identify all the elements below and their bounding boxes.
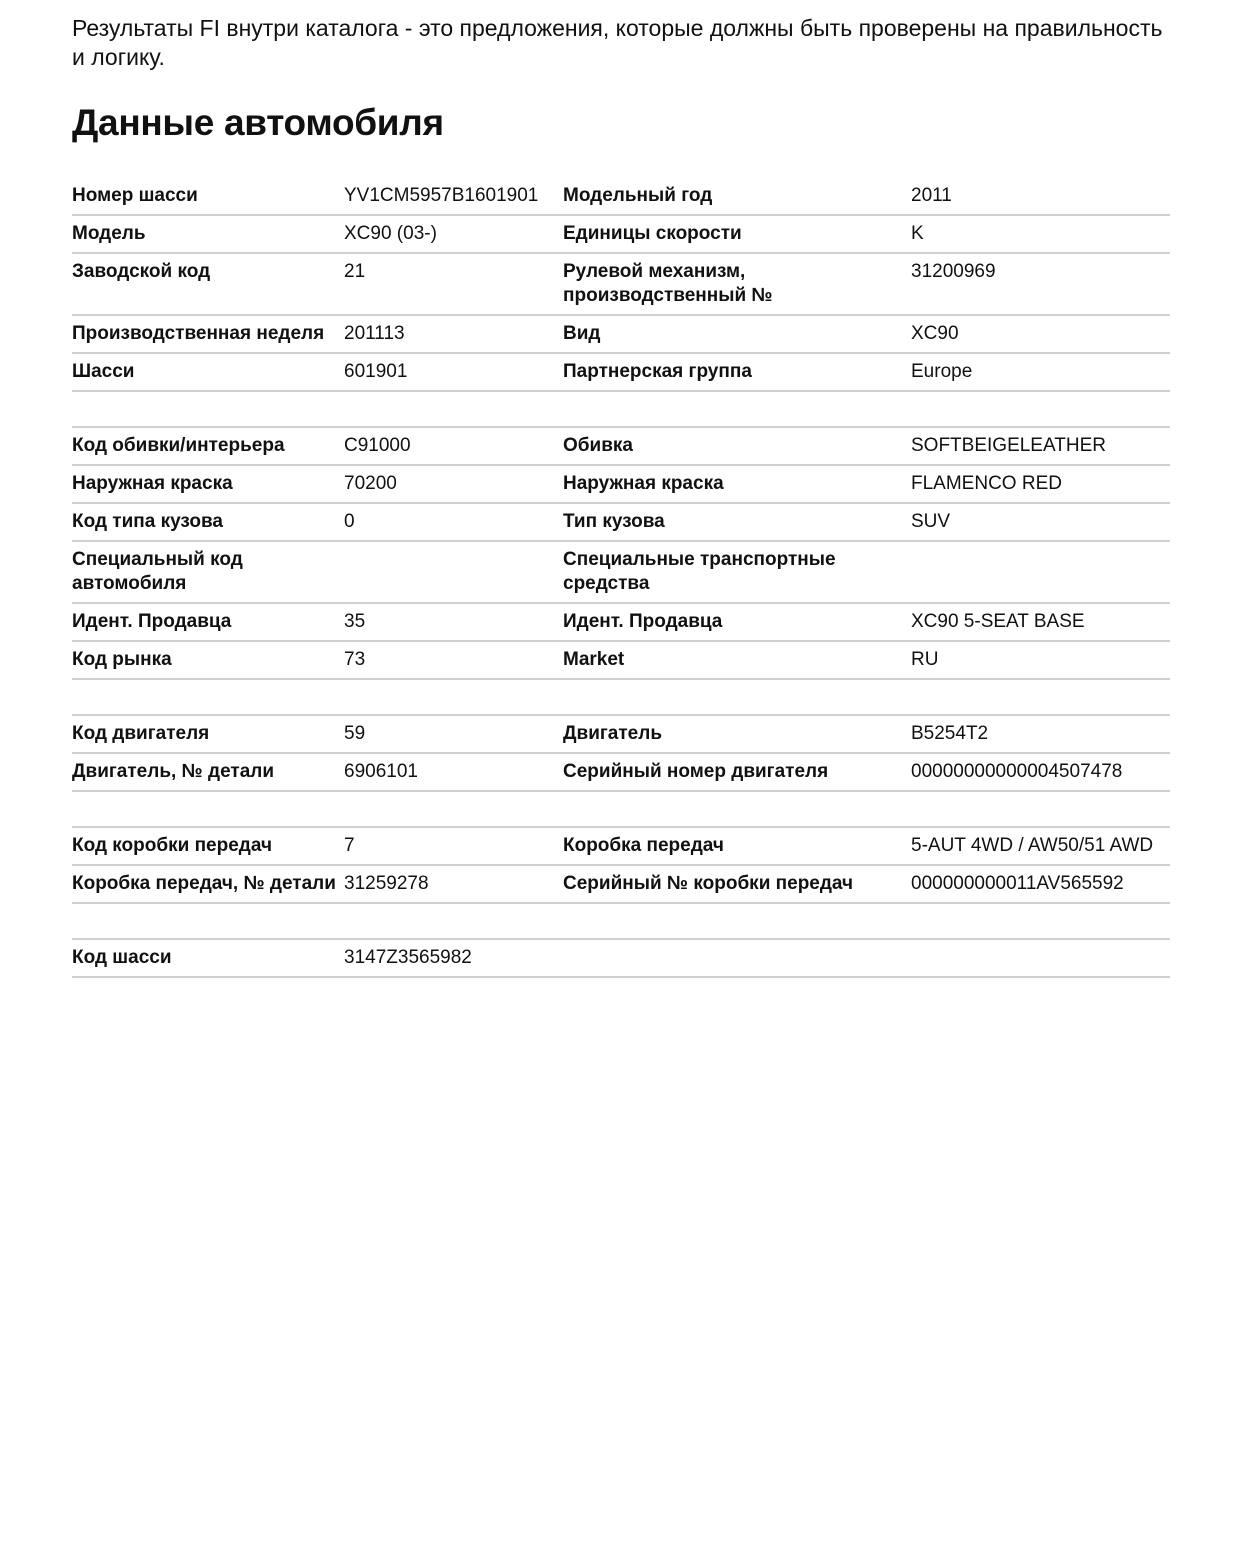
field-value: XC90 (03-) bbox=[344, 223, 437, 244]
table-row bbox=[72, 354, 1170, 392]
field-value: 21 bbox=[344, 261, 366, 282]
field-value: K bbox=[911, 223, 924, 244]
table-row bbox=[72, 866, 1170, 904]
field-value: 31200969 bbox=[911, 261, 996, 282]
field-label: Код обивки/интерьера bbox=[72, 435, 285, 456]
field-value: FLAMENCO RED bbox=[911, 473, 1062, 494]
field-label: Шасси bbox=[72, 361, 135, 382]
field-label: Рулевой механизм, производственный № bbox=[563, 261, 773, 306]
field-label: Серийный номер двигателя bbox=[563, 761, 829, 782]
field-value: 31259278 bbox=[344, 873, 429, 894]
field-value: 5-AUT 4WD / AW50/51 AWD bbox=[911, 835, 1154, 856]
field-label: Код коробки передач bbox=[72, 835, 272, 856]
field-value: 7 bbox=[344, 835, 355, 856]
table-row bbox=[72, 940, 1170, 978]
field-value bbox=[911, 548, 1170, 596]
field-label: Идент. Продавца bbox=[563, 611, 723, 632]
field-value: C91000 bbox=[344, 435, 411, 456]
field-label: Единицы скорости bbox=[563, 223, 742, 244]
field-value: 35 bbox=[344, 611, 366, 632]
field-value: YV1CM5957B1601901 bbox=[344, 185, 539, 206]
field-value: 2011 bbox=[911, 185, 952, 206]
field-label: Специальный код автомобиля bbox=[72, 549, 243, 594]
field-value: RU bbox=[911, 649, 939, 670]
field-value: 59 bbox=[344, 723, 366, 744]
field-label: Номер шасси bbox=[72, 185, 198, 206]
field-value: SOFTBEIGELEATHER bbox=[911, 435, 1106, 456]
field-value: SUV bbox=[911, 511, 951, 532]
field-value: 601901 bbox=[344, 361, 408, 382]
field-label: Код типа кузова bbox=[72, 511, 223, 532]
table-row bbox=[72, 642, 1170, 680]
field-value: 6906101 bbox=[344, 761, 418, 782]
row-separator bbox=[72, 904, 1170, 940]
field-label: Партнерская группа bbox=[563, 361, 752, 382]
table-row bbox=[72, 828, 1170, 866]
field-label: Специальные транспортные средства bbox=[563, 549, 836, 594]
table-row bbox=[72, 254, 1170, 316]
field-value: 000000000011AV565592 bbox=[911, 873, 1124, 894]
field-value bbox=[911, 946, 1170, 970]
field-label: Код двигателя bbox=[72, 723, 210, 744]
field-label: Идент. Продавца bbox=[72, 611, 232, 632]
field-value: XC90 bbox=[911, 323, 959, 344]
field-label: Код рынка bbox=[72, 649, 172, 670]
row-separator bbox=[72, 392, 1170, 428]
field-label: Модельный год bbox=[563, 185, 713, 206]
intro-text: Результаты FI внутри каталога - это предложения, которые должны быть проверены на правильность и логику. bbox=[72, 15, 1163, 70]
field-label: Двигатель, № детали bbox=[72, 761, 275, 782]
field-label: Обивка bbox=[563, 435, 633, 456]
table-row bbox=[72, 316, 1170, 354]
row-separator bbox=[72, 680, 1170, 716]
field-label: Вид bbox=[563, 323, 601, 344]
field-label bbox=[563, 946, 911, 970]
table-row bbox=[72, 504, 1170, 542]
table-row bbox=[72, 216, 1170, 254]
field-label: Наружная краска bbox=[72, 473, 233, 494]
field-value bbox=[344, 548, 563, 596]
table-row bbox=[72, 542, 1170, 604]
page-title: Данные автомобиля bbox=[72, 102, 444, 143]
field-value: 70200 bbox=[344, 473, 397, 494]
field-label: Тип кузова bbox=[563, 511, 665, 532]
field-label: Заводской код bbox=[72, 261, 211, 282]
field-value: B5254T2 bbox=[911, 723, 989, 744]
field-label: Двигатель bbox=[563, 723, 662, 744]
vehicle-data-table bbox=[72, 178, 1170, 978]
table-row bbox=[72, 754, 1170, 792]
field-value: 201113 bbox=[344, 323, 405, 344]
field-value: 00000000000004507478 bbox=[911, 761, 1123, 782]
field-label: Наружная краска bbox=[563, 473, 724, 494]
field-value: Europe bbox=[911, 361, 973, 382]
table-row bbox=[72, 466, 1170, 504]
field-value: 73 bbox=[344, 649, 366, 670]
table-row bbox=[72, 604, 1170, 642]
field-label: Производственная неделя bbox=[72, 323, 325, 344]
row-separator bbox=[72, 792, 1170, 828]
field-label: Коробка передач bbox=[563, 835, 724, 856]
field-value: XC90 5-SEAT BASE bbox=[911, 611, 1085, 632]
field-value: 3147Z3565982 bbox=[344, 947, 472, 968]
table-row bbox=[72, 716, 1170, 754]
field-label: Модель bbox=[72, 223, 146, 244]
field-label: Market bbox=[563, 649, 625, 670]
field-label: Код шасси bbox=[72, 947, 172, 968]
field-label: Коробка передач, № детали bbox=[72, 873, 336, 894]
field-label: Серийный № коробки передач bbox=[563, 873, 854, 894]
field-value: 0 bbox=[344, 511, 355, 532]
table-row bbox=[72, 428, 1170, 466]
table-row bbox=[72, 178, 1170, 216]
